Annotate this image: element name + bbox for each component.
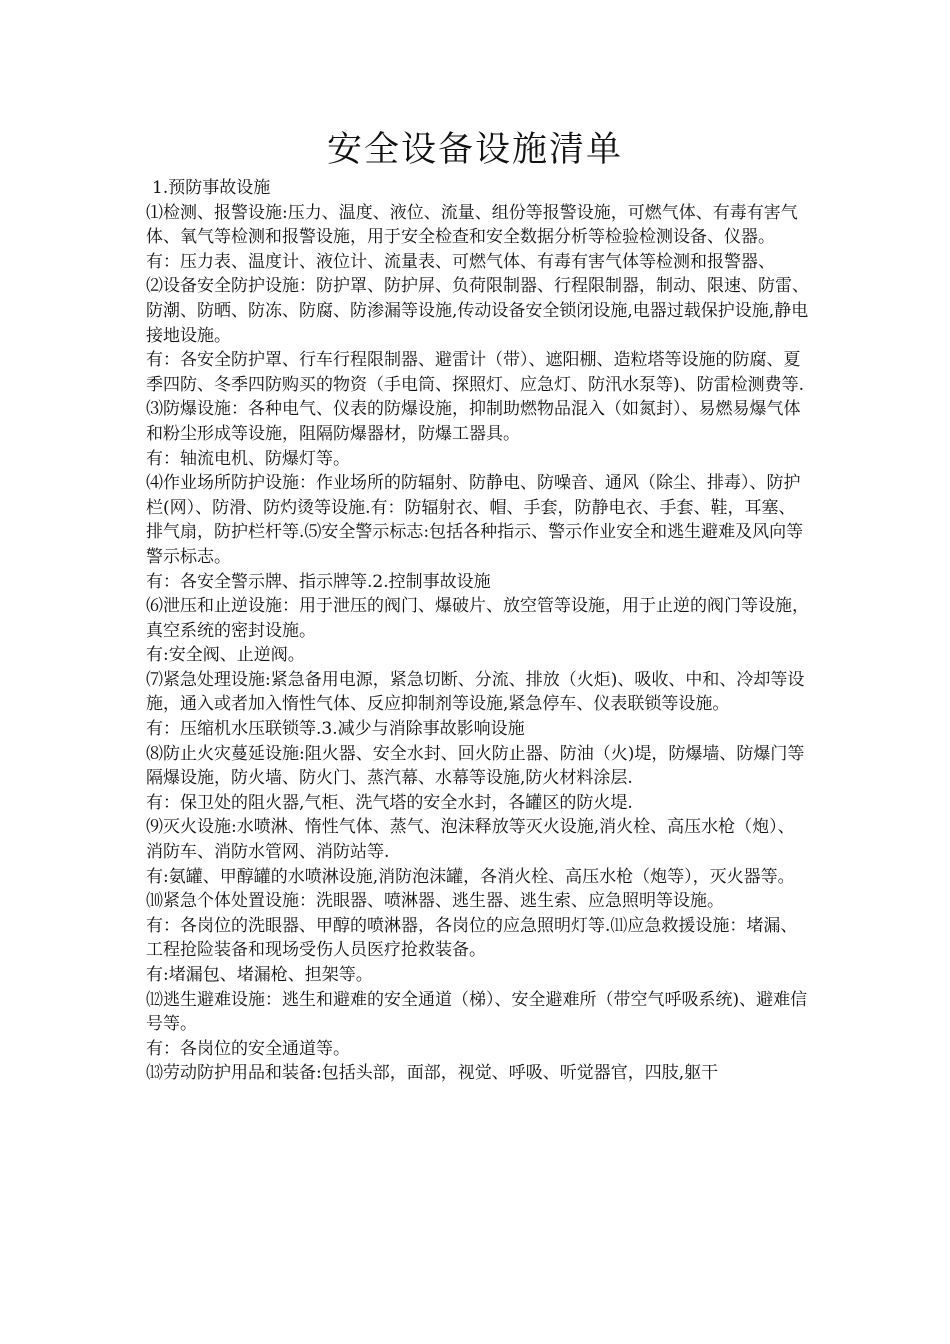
paragraph: ⒀劳动防护用品和装备:包括头部，面部，视觉、呼吸、听觉器官，四肢,躯干 [146,1063,719,1084]
paragraph: 有：压缩机水压联锁等.3.减少与消除事故影响设施 [146,719,525,740]
paragraph: 有:安全阀、止逆阀。 [146,645,305,666]
paragraph: 有：各安全防护罩、行车行程限制器、避雷计（带）、遮阳棚、造粒塔等设施的防腐、夏季四防、冬季四防购买的物资（手电筒、探照灯、应急灯、防汛水泵等)、防雷检测费等. [146,350,805,395]
page-title: 安全设备设施清单 [326,130,623,170]
paragraph: 有：轴流电机、防爆灯等。 [146,448,350,469]
paragraph: ⑵设备安全防护设施：防护罩、防护屏、负荷限制器、行程限制器，制动、限速、防雷、防潮、防晒、防冻、防腐、防渗漏等设施,传动设备安全锁闭设施,电器过载保护设施,静电接地设施。 [146,276,809,346]
paragraph: 有：各岗位的洗眼器、甲醇的喷淋器，各岗位的应急照明灯等.⑾应急救援设施：堵漏、工程抢险装备和现场受伤人员医疗抢救装备。 [146,915,798,961]
paragraph: 有:堵漏包、堵漏枪、担架等。 [146,965,373,985]
paragraph: ⑼灭火设施:水喷淋、惰性气体、蒸气、泡沫释放等灭火设施,消火栓、高压水枪（炮）、消防车、消防水管网、消防站等. [146,817,795,863]
paragraph: ⑷作业场所防护设施：作业场所的防辐射、防静电、防噪音、通风（除尘、排毒）、防护栏(网）、防滑、防灼烫等设施.有：防辐射衣、帽、手套，防静电衣、手套、鞋，耳塞、排气扇，防护栏杆等.⑸安全警示标志:包括各种指示、警示作业安全和逃生避难及风向等警示标志。 [146,473,804,567]
paragraph: ⑿逃生避难设施：逃生和避难的安全通道（梯）、安全避难所（带空气呼吸系统)、避难信号等。 [146,989,808,1035]
paragraph: ⑻防止火灾蔓延设施:阻火器、安全水封、回火防止器、防油（火)堤，防爆墙、防爆门等隔爆设施，防火墙、防火门、蒸汽幕、水幕等设施,防火材料涂层. [146,743,805,789]
paragraph: ⑶防爆设施：各种电气、仪表的防爆设施，抑制助燃物品混入（如氮封）、易燃易爆气体和粉尘形成等设施，阻隔防爆器材，防爆工器具。 [146,399,801,444]
paragraph: ⑹泄压和止逆设施：用于泄压的阀门、爆破片、放空管等设施，用于止逆的阀门等设施，真空系统的密封设施。 [146,596,809,641]
document-body [146,176,810,1086]
paragraph: 1.预防事故设施 [152,178,271,198]
paragraph: ⑴检测、报警设施:压力、温度、液位、流量、组份等报警设施，可燃气体、有毒有害气体、氧气等检测和报警设施，用于安全检查和安全数据分析等检验检测设备、仪器。 [146,202,798,248]
paragraph: 有：压力表、温度计、液位计、流量表、可燃气体、有毒有害气体等检测和报警器、 [146,251,775,272]
paragraph: 有：各岗位的安全通道等。 [146,1038,350,1059]
paragraph: 有：保卫处的阻火器,气柜、洗气塔的安全水封，各罐区的防火堤. [146,792,633,813]
paragraph: 有：各安全警示牌、指示牌等.2.控制事故设施 [146,571,491,592]
paragraph: 有:氨罐、甲醇罐的水喷淋设施,消防泡沫罐，各消火栓、高压水枪（炮等），灭火器等。⑽紧急个体处置设施：洗眼器、喷淋器、逃生器、逃生索、应急照明等设施。 [146,866,795,912]
paragraph: ⑺紧急处理设施:紧急备用电源，紧急切断、分流、排放（火炬)、吸收、中和、冷却等设施，通入或者加入惰性气体、反应抑制剂等设施,紧急停车、仪表联锁等设施。 [146,669,805,715]
